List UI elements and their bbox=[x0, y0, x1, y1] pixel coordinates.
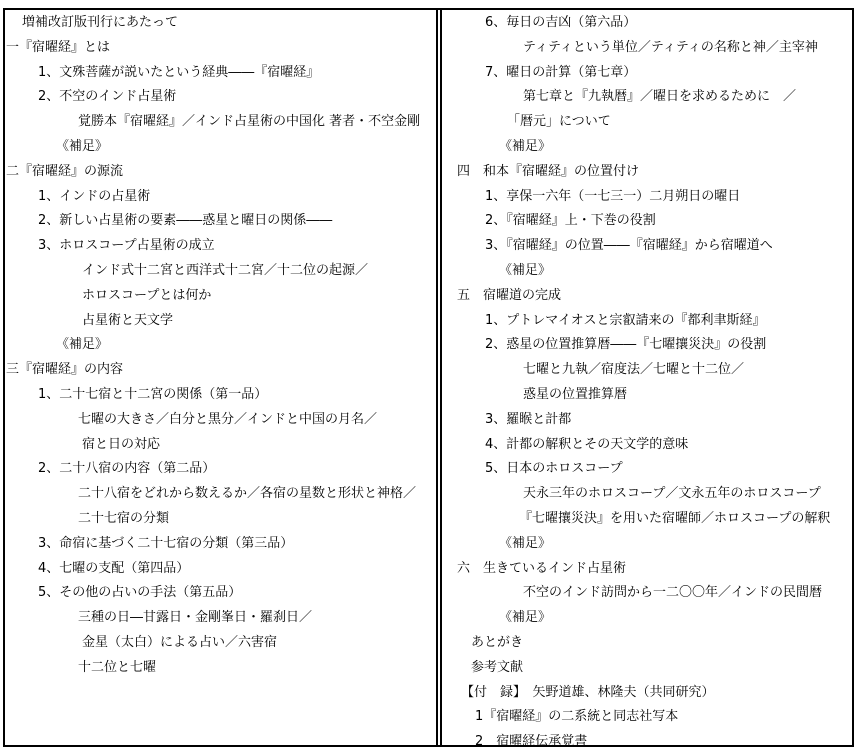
toc-entry: 二十七宿の分類 bbox=[78, 510, 170, 526]
toc-entry: 二十八宿をどれから数えるか／各宿の星数と形状と神格／ bbox=[78, 486, 417, 502]
toc-entry: 4、計都の解釈とその天文学的意味 bbox=[485, 436, 689, 452]
column-divider bbox=[436, 8, 442, 747]
toc-entry: 1、インドの占星術 bbox=[38, 188, 151, 204]
toc-entry: 1、享保一六年（一七三一）二月朔日の曜日 bbox=[485, 188, 741, 204]
toc-entry: 3、『宿曜経』の位置――『宿曜経』から宿曜道へ bbox=[485, 238, 773, 254]
toc-entry: 2、不空のインド占星術 bbox=[38, 89, 177, 105]
toc-entry: 7、曜日の計算（第七章） bbox=[485, 64, 637, 80]
toc-entry: あとがき bbox=[471, 634, 524, 650]
toc-entry: 二『宿曜経』の源流 bbox=[6, 163, 124, 179]
toc-entry: 3、ホロスコープ占星術の成立 bbox=[38, 238, 215, 254]
toc-entry: 三『宿曜経』の内容 bbox=[6, 362, 124, 378]
toc-entry: 3、命宿に基づく二十七宿の分類（第三品） bbox=[38, 535, 294, 551]
toc-entry: 金星（太白）による占い／六害宿 bbox=[82, 634, 278, 650]
toc-entry: ティティという単位／ティティの名称と神／主宰神 bbox=[523, 39, 818, 55]
toc-entry: 覚勝本『宿曜経』／インド占星術の中国化 著者・不空金剛 bbox=[78, 114, 421, 130]
toc-entry: 不空のインド訪問から一二〇〇年／インドの民間暦 bbox=[523, 585, 823, 601]
toc-entry: 惑星の位置推算暦 bbox=[523, 386, 628, 402]
toc-entry: 2、惑星の位置推算暦――『七曜攘災決』の役割 bbox=[485, 337, 767, 353]
toc-entry: 十二位と七曜 bbox=[78, 659, 157, 675]
toc-entry: 占星術と天文学 bbox=[82, 312, 174, 328]
toc-entry: 四 和本『宿曜経』の位置付け bbox=[457, 163, 640, 179]
toc-entry: 《補足》 bbox=[499, 138, 552, 154]
toc-entry: 2 宿曜経伝承覚書 bbox=[475, 734, 588, 750]
toc-entry: 1、文殊菩薩が説いたという経典――『宿曜経』 bbox=[38, 64, 320, 80]
toc-entry: 《補足》 bbox=[499, 610, 552, 626]
toc-entry: 《補足》 bbox=[499, 262, 552, 278]
toc-entry: 1、二十七宿と十二宮の関係（第一品） bbox=[38, 386, 268, 402]
toc-entry: 一『宿曜経』とは bbox=[6, 39, 111, 55]
toc-entry: 六 生きているインド占星術 bbox=[457, 560, 627, 576]
toc-entry: 《補足》 bbox=[56, 138, 109, 154]
toc-entry: 『七曜攘災決』を用いた宿曜師／ホロスコープの解釈 bbox=[519, 510, 831, 526]
toc-entry: 増補改訂版刊行にあたって bbox=[22, 15, 179, 30]
toc-entry: ホロスコープとは何か bbox=[82, 287, 212, 303]
toc-entry: 5、日本のホロスコープ bbox=[485, 461, 623, 477]
toc-entry: 5、その他の占いの手法（第五品） bbox=[38, 585, 242, 601]
toc-entry: 【付 録】 矢野道雄、林隆夫（共同研究） bbox=[461, 684, 715, 700]
toc-entry: 三種の日―甘露日・金剛峯日・羅刹日／ bbox=[78, 610, 313, 626]
toc-entry: 4、七曜の支配（第四品） bbox=[38, 560, 190, 576]
toc-entry: 《補足》 bbox=[499, 535, 552, 551]
toc-entry: 《補足》 bbox=[56, 337, 109, 353]
toc-entry: 七曜と九執／宿度法／七曜と十二位／ bbox=[523, 362, 745, 378]
toc-entry: インド式十二宮と西洋式十二宮／十二位の起源／ bbox=[82, 262, 369, 278]
toc-entry: 宿と日の対応 bbox=[82, 436, 161, 452]
toc-entry: 七曜の大きさ／白分と黒分／インドと中国の月名／ bbox=[78, 411, 378, 427]
toc-entry: 天永三年のホロスコープ／文永五年のホロスコープ bbox=[523, 486, 821, 502]
toc-entry: 2、二十八宿の内容（第二品） bbox=[38, 461, 216, 477]
toc-entry: 1『宿曜経』の二系統と同志社写本 bbox=[475, 709, 679, 725]
toc-entry: 1、プトレマイオスと宗叡請来の『都利聿斯経』 bbox=[485, 312, 766, 328]
toc-entry: 参考文献 bbox=[471, 659, 524, 675]
toc-entry: 「暦元」について bbox=[507, 114, 611, 130]
toc-entry: 第七章と『九執暦』／曜日を求めるために ／ bbox=[523, 89, 797, 105]
right-column bbox=[445, 11, 853, 755]
toc-entry: 五 宿曜道の完成 bbox=[457, 287, 562, 303]
toc-entry: 2、『宿曜経』上・下巻の役割 bbox=[485, 213, 656, 229]
left-column bbox=[0, 11, 434, 681]
toc-entry: 3、羅睺と計都 bbox=[485, 411, 572, 427]
toc-entry: 6、毎日の吉凶（第六品） bbox=[485, 15, 637, 30]
toc-entry: 2、新しい占星術の要素――惑星と曜日の関係―― bbox=[38, 213, 333, 229]
